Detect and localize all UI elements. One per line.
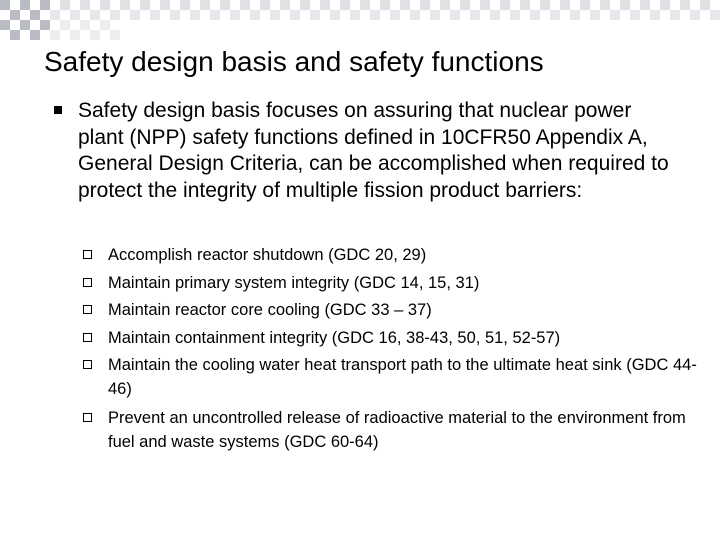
checker-cell xyxy=(530,10,540,20)
checker-cell xyxy=(40,30,50,40)
sub-bullet-text: Prevent an uncontrolled release of radioactive material to the environment from fuel and waste systems (GDC 60-64) xyxy=(108,409,686,451)
checker-cell xyxy=(10,10,20,20)
checker-cell xyxy=(450,10,460,20)
checker-pattern-decoration xyxy=(0,0,720,40)
checker-cell xyxy=(250,10,260,20)
checker-cell xyxy=(440,0,450,10)
checker-cell xyxy=(480,0,490,10)
checker-cell xyxy=(400,0,410,10)
sub-bullet-text: Maintain containment integrity (GDC 16, 38-43, 50, 51, 52-57) xyxy=(108,328,561,347)
checker-cell xyxy=(80,20,90,30)
hollow-square-bullet-icon xyxy=(83,278,92,287)
checker-cell xyxy=(380,0,390,10)
checker-cell xyxy=(360,0,370,10)
sub-bullet-item xyxy=(80,327,700,351)
checker-cell xyxy=(50,30,60,40)
hollow-square-bullet-icon xyxy=(83,333,92,342)
checker-cell xyxy=(680,0,690,10)
checker-cell xyxy=(40,10,50,20)
checker-cell xyxy=(320,0,330,10)
checker-cell xyxy=(90,30,100,40)
checker-cell xyxy=(40,20,50,30)
checker-cell xyxy=(370,10,380,20)
checker-cell xyxy=(30,10,40,20)
checker-cell xyxy=(180,0,190,10)
checker-cell xyxy=(710,10,720,20)
checker-cell xyxy=(550,10,560,20)
checker-cell xyxy=(580,0,590,10)
checker-cell xyxy=(510,10,520,20)
checker-cell xyxy=(30,30,40,40)
checker-cell xyxy=(390,10,400,20)
checker-cell xyxy=(20,0,30,10)
sub-bullet-text: Accomplish reactor shutdown (GDC 20, 29) xyxy=(108,246,427,264)
checker-cell xyxy=(300,0,310,10)
checker-cell xyxy=(80,0,90,10)
checker-cell xyxy=(500,0,510,10)
sub-bullet-item xyxy=(80,272,700,296)
filled-square-bullet-icon xyxy=(54,106,62,114)
checker-cell xyxy=(310,10,320,20)
sub-bullet-text: Maintain the cooling water heat transport path to the ultimate heat sink (GDC 44-46) xyxy=(108,356,697,398)
checker-cell xyxy=(630,10,640,20)
checker-cell xyxy=(150,10,160,20)
checker-cell xyxy=(0,30,10,40)
checker-cell xyxy=(490,10,500,20)
checker-cell xyxy=(60,0,70,10)
checker-cell xyxy=(520,0,530,10)
checker-cell xyxy=(600,0,610,10)
checker-cell xyxy=(20,30,30,40)
checker-cell xyxy=(430,10,440,20)
checker-cell xyxy=(290,10,300,20)
checker-cell xyxy=(350,10,360,20)
checker-cell xyxy=(190,10,200,20)
checker-cell xyxy=(650,10,660,20)
hollow-square-bullet-icon xyxy=(83,250,92,259)
checker-cell xyxy=(0,10,10,20)
checker-cell xyxy=(10,0,20,10)
checker-cell xyxy=(560,0,570,10)
checker-cell xyxy=(460,0,470,10)
checker-cell xyxy=(230,10,240,20)
checker-cell xyxy=(660,0,670,10)
checker-cell xyxy=(130,10,140,20)
checker-cell xyxy=(280,0,290,10)
checker-cell xyxy=(10,30,20,40)
checker-cell xyxy=(0,0,10,10)
hollow-square-bullet-icon xyxy=(83,413,92,422)
checker-cell xyxy=(540,0,550,10)
checker-cell xyxy=(610,10,620,20)
checker-cell xyxy=(100,0,110,10)
checker-cell xyxy=(110,10,120,20)
checker-cell xyxy=(20,10,30,20)
checker-cell xyxy=(590,10,600,20)
checker-cell xyxy=(110,30,120,40)
checker-cell xyxy=(690,10,700,20)
checker-cell xyxy=(170,10,180,20)
checker-cell xyxy=(210,10,220,20)
checker-cell xyxy=(260,0,270,10)
checker-cell xyxy=(70,10,80,20)
checker-cell xyxy=(340,0,350,10)
sub-bullet-list xyxy=(80,244,700,458)
checker-cell xyxy=(330,10,340,20)
checker-cell xyxy=(60,20,70,30)
checker-cell xyxy=(40,0,50,10)
checker-cell xyxy=(410,10,420,20)
sub-bullet-text: Maintain primary system integrity (GDC 14, 15, 31) xyxy=(108,273,480,292)
checker-cell xyxy=(20,20,30,30)
checker-cell xyxy=(140,0,150,10)
checker-cell xyxy=(30,20,40,30)
checker-cell xyxy=(160,0,170,10)
checker-cell xyxy=(30,0,40,10)
checker-cell xyxy=(670,10,680,20)
main-bullet-text: Safety design basis focuses on assuring that nuclear power plant (NPP) safety functions defined in 10CFR50 Appendix A, General Design Criteria, can be accomplished when required to protect the integrity of multiple fission product barriers: xyxy=(78,99,669,202)
checker-cell xyxy=(70,30,80,40)
checker-cell xyxy=(620,0,630,10)
sub-bullet-item xyxy=(80,354,700,401)
checker-cell xyxy=(90,10,100,20)
sub-bullet-text: Maintain reactor core cooling (GDC 33 – 37) xyxy=(108,301,432,319)
checker-cell xyxy=(120,0,130,10)
hollow-square-bullet-icon xyxy=(83,360,92,369)
checker-cell xyxy=(50,10,60,20)
checker-cell xyxy=(640,0,650,10)
slide-title: Safety design basis and safety functions xyxy=(44,46,544,77)
checker-cell xyxy=(220,0,230,10)
checker-cell xyxy=(570,10,580,20)
checker-cell xyxy=(0,20,10,30)
sub-bullet-item xyxy=(80,244,700,268)
sub-bullet-item xyxy=(80,407,700,454)
checker-cell xyxy=(270,10,280,20)
checker-cell xyxy=(240,0,250,10)
checker-cell xyxy=(420,0,430,10)
checker-cell xyxy=(10,20,20,30)
checker-cell xyxy=(100,20,110,30)
checker-cell xyxy=(200,0,210,10)
hollow-square-bullet-icon xyxy=(83,305,92,314)
sub-bullet-item xyxy=(80,299,700,323)
checker-cell xyxy=(470,10,480,20)
checker-cell xyxy=(700,0,710,10)
